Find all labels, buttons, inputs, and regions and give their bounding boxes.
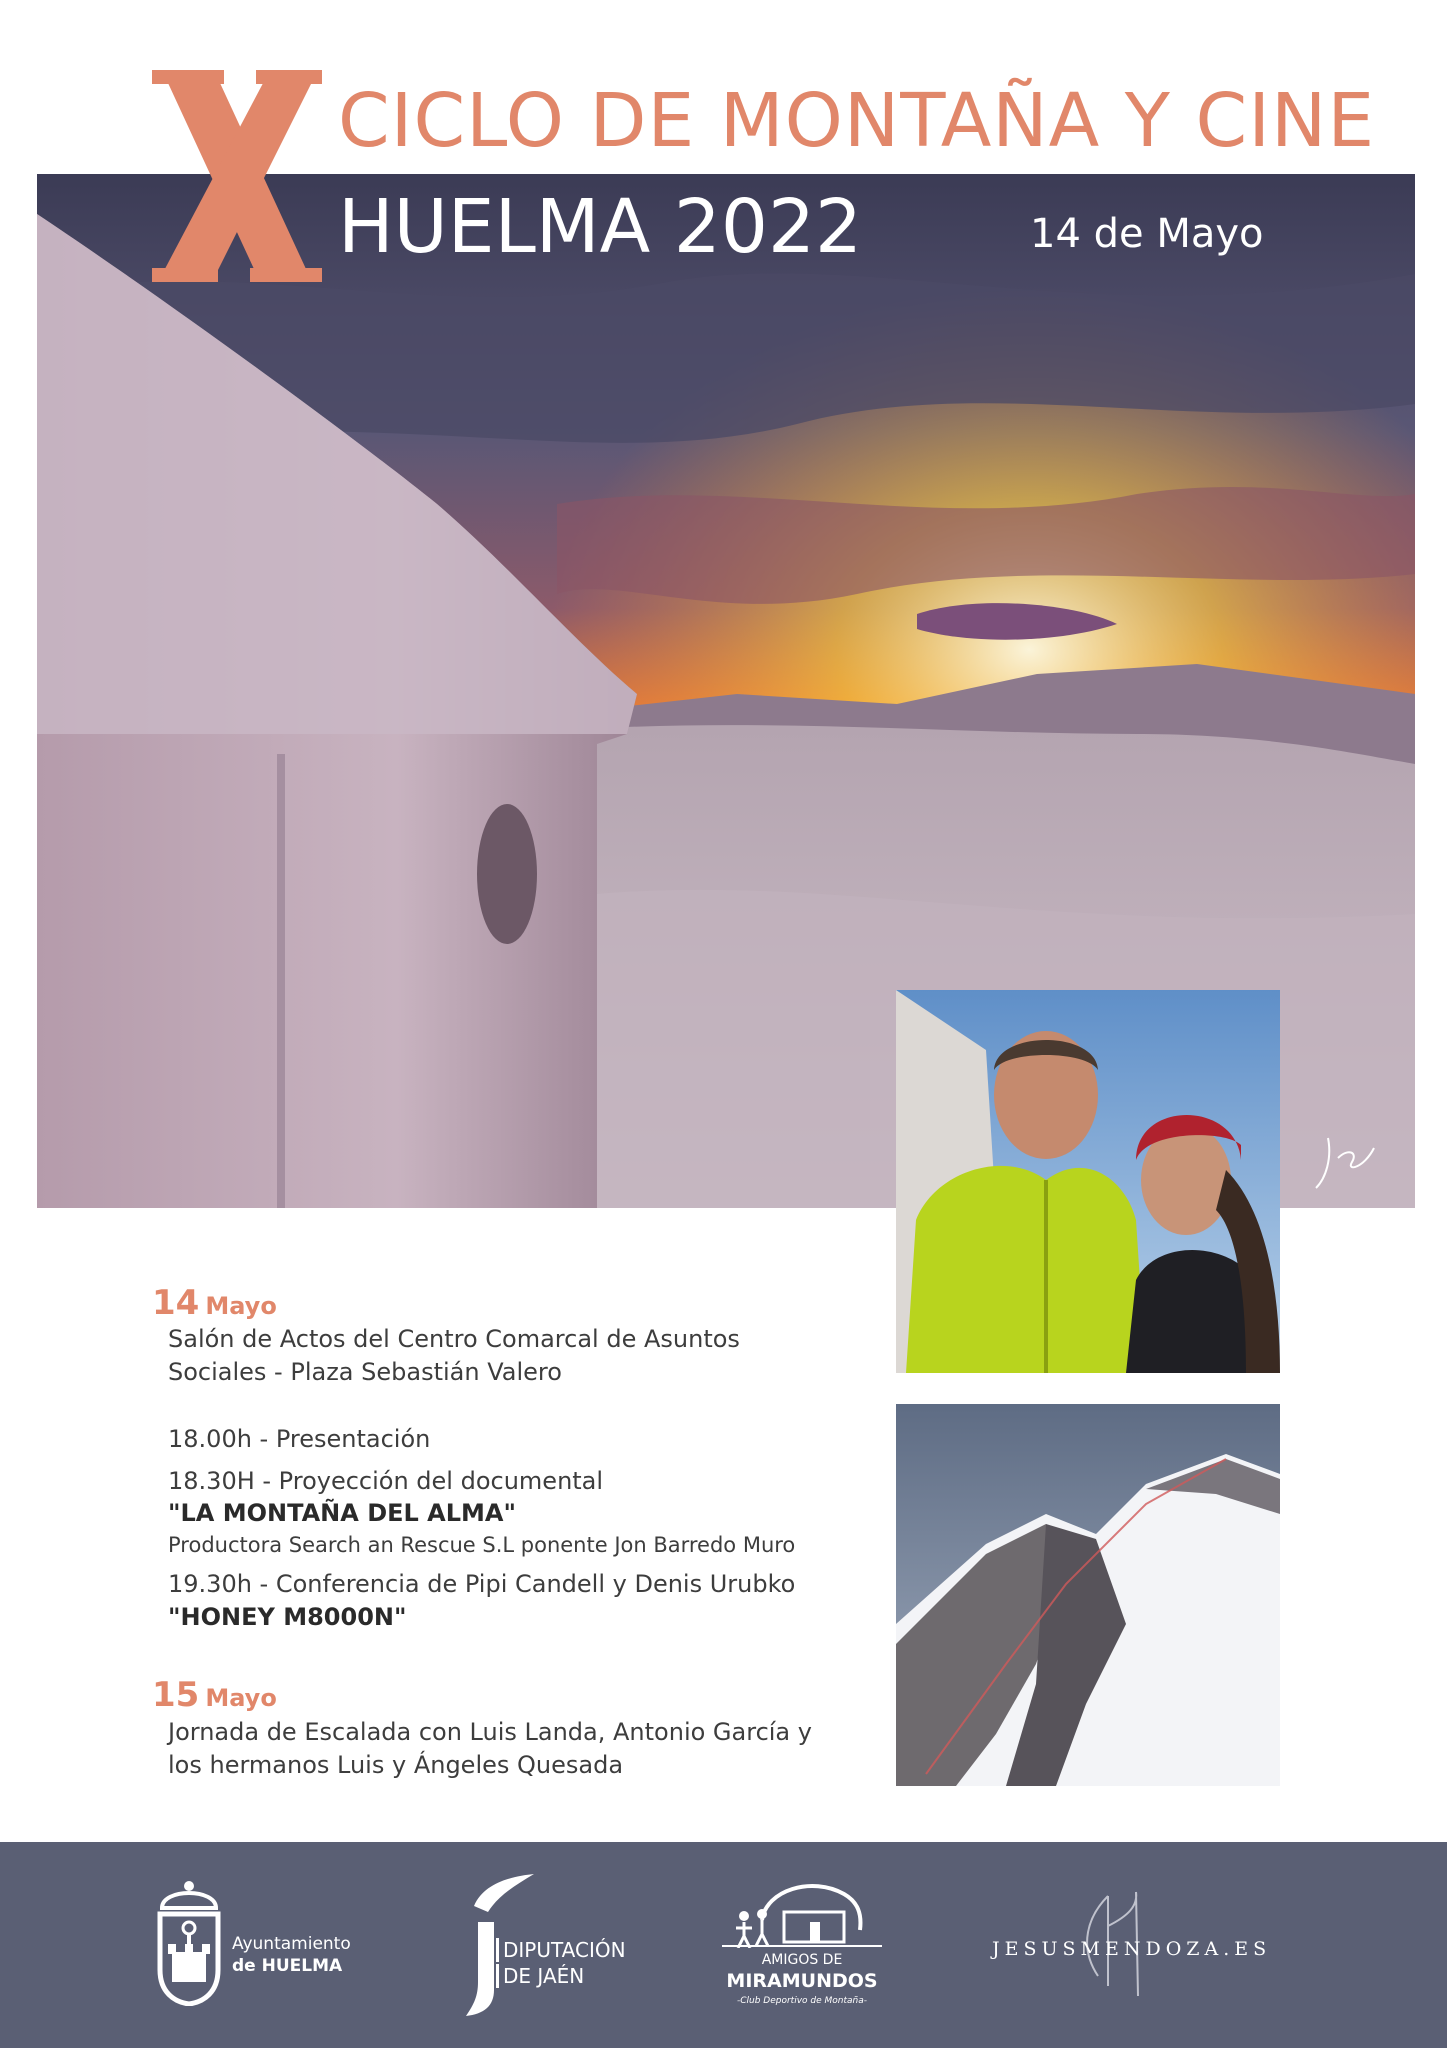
logo1-line2: de HUELMA: [232, 1956, 343, 1976]
event-date: 14 de Mayo: [1030, 211, 1264, 257]
sponsors-footer: [0, 1842, 1447, 2048]
day2-number: 15: [152, 1675, 200, 1715]
day1-item2-title: "LA MONTAÑA DEL ALMA": [168, 1499, 516, 1527]
logo3-line2: MIRAMUNDOS: [726, 1970, 878, 1992]
day1-item3-title: "HONEY M8000N": [168, 1603, 407, 1631]
huelma-coat-of-arms-icon: [154, 1878, 224, 2006]
logo2-line1: DIPUTACIÓN: [496, 1938, 626, 1962]
day1-venue-line1: Salón de Actos del Centro Comarcal de Asuntos: [168, 1325, 740, 1353]
title-line-2: HUELMA 2022: [338, 184, 863, 270]
photographer-signature: [1308, 1118, 1382, 1198]
day1-heading: [152, 1283, 277, 1323]
day1-item2: 18.30H - Proyección del documental: [168, 1467, 604, 1495]
logo2-line2: DE JAÉN: [496, 1964, 584, 1988]
day1-number: 14: [152, 1283, 200, 1323]
roman-numeral-x: [152, 70, 322, 282]
day2-line1: Jornada de Escalada con Luis Landa, Antonio García y: [168, 1718, 812, 1746]
day2-line2: los hermanos Luis y Ángeles Quesada: [168, 1751, 624, 1779]
day2-month: Mayo: [205, 1684, 277, 1712]
logo1-line1: Ayuntamiento: [232, 1934, 351, 1954]
title-line-1: CICLO DE MONTAÑA Y CINE: [338, 78, 1376, 164]
day1-month: Mayo: [205, 1292, 277, 1320]
logo4-text: JESUSMENDOZA.ES: [992, 1938, 1272, 1960]
miramundos-hut-icon: [722, 1870, 882, 1948]
mountain-peak-photo: [896, 1404, 1280, 1786]
logo3-tagline: -Club Deportivo de Montaña-: [736, 1996, 868, 2006]
logo3-line1: AMIGOS DE: [761, 1952, 843, 1968]
day1-venue-line2: Sociales - Plaza Sebastián Valero: [168, 1358, 562, 1386]
day1-item2-credit: Productora Search an Rescue S.L ponente Jon Barredo Muro: [168, 1533, 796, 1557]
climbers-photo: [896, 990, 1280, 1373]
day1-item3: 19.30h - Conferencia de Pipi Candell y Denis Urubko: [168, 1570, 796, 1598]
day1-item1: 18.00h - Presentación: [168, 1425, 431, 1453]
day2-heading: [152, 1675, 277, 1715]
